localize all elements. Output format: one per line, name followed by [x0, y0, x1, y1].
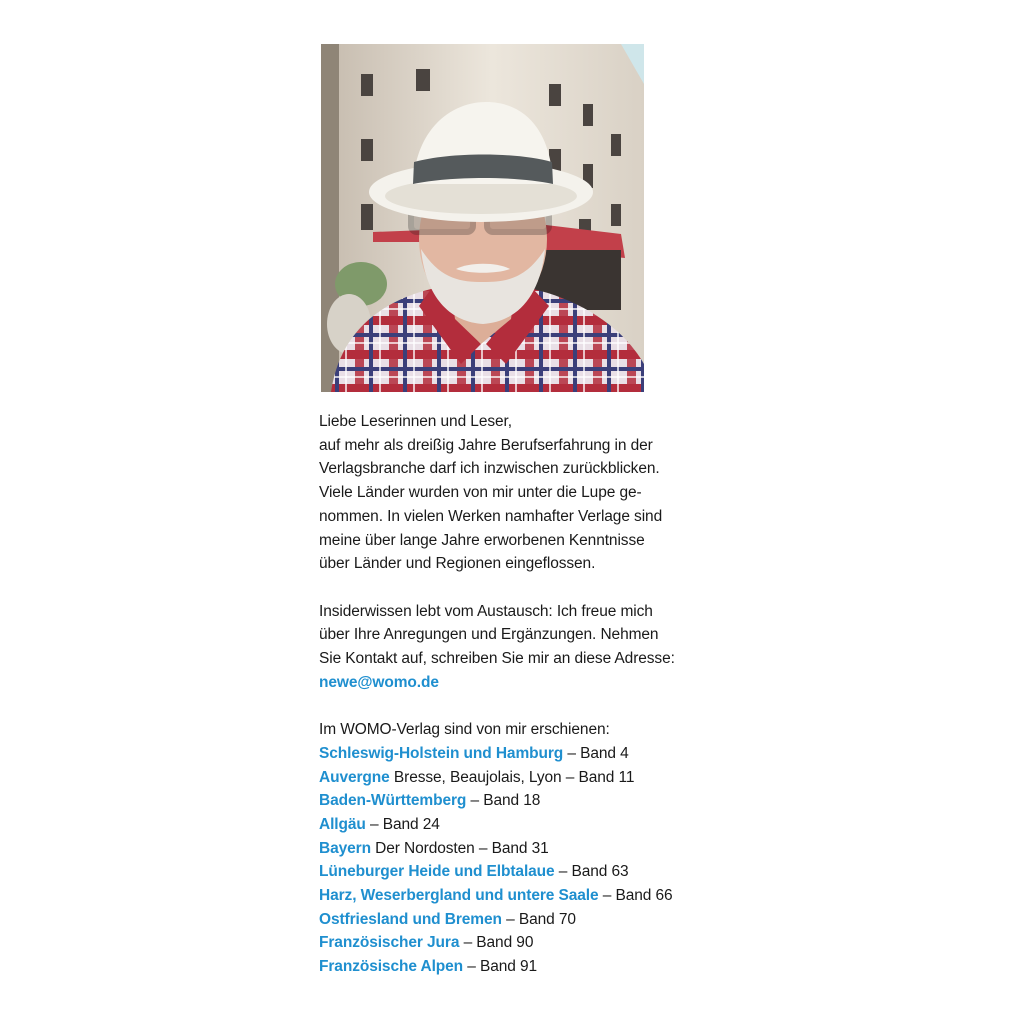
book-title[interactable]: Allgäu	[319, 815, 366, 833]
book-band: – Band 4	[567, 744, 629, 762]
book-title[interactable]: Ostfriesland und Bremen	[319, 910, 502, 928]
book-band: – Band 66	[602, 887, 673, 905]
book-band: – Band 90	[463, 934, 534, 952]
intro-paragraph	[319, 410, 719, 576]
books-heading: Im WOMO-Verlag sind von mir erschienen:	[319, 721, 610, 739]
book-subtitle: Bresse, Beaujolais, Lyon	[389, 768, 566, 786]
book-item	[319, 813, 719, 837]
intro-line: über Länder und Regionen eingeflossen.	[319, 555, 596, 573]
author-photo	[321, 44, 644, 392]
intro-line: nommen. In vielen Werken namhafter Verlage sind	[319, 507, 663, 525]
book-band: – Band 11	[565, 768, 635, 786]
book-title[interactable]: Schleswig-Holstein und Hamburg	[319, 744, 564, 762]
book-band: – Band 63	[558, 863, 629, 881]
intro-line: meine über lange Jahre erworbenen Kenntnisse	[319, 531, 645, 549]
email-link[interactable]: newe@womo.de	[319, 673, 439, 691]
book-item	[319, 789, 719, 813]
book-title[interactable]: Baden-Württemberg	[319, 792, 467, 810]
intro-line: auf mehr als dreißig Jahre Berufserfahrung in der	[319, 436, 653, 454]
book-band: – Band 31	[478, 839, 549, 857]
author-portrait-image	[321, 44, 644, 392]
book-title[interactable]: Französische Alpen	[319, 958, 464, 976]
contact-line: Insiderwissen lebt vom Austausch: Ich freue mich	[319, 602, 653, 620]
book-title[interactable]: Lüneburger Heide und Elbtalaue	[319, 863, 555, 881]
intro-line: Verlagsbranche darf ich inzwischen zurückblicken.	[319, 460, 660, 478]
book-band: – Band 24	[369, 815, 440, 833]
author-text	[319, 410, 719, 1003]
book-band: – Band 18	[470, 792, 541, 810]
book-item	[319, 908, 719, 932]
book-band: – Band 91	[467, 958, 538, 976]
book-item	[319, 837, 719, 861]
book-title[interactable]: Harz, Weserbergland und untere Saale	[319, 887, 599, 905]
book-title[interactable]: Bayern	[319, 839, 371, 857]
book-items	[319, 742, 719, 979]
book-item	[319, 860, 719, 884]
contact-line: Sie Kontakt auf, schreiben Sie mir an diese Adresse:	[319, 650, 675, 668]
book-subtitle: Der Nordosten	[370, 839, 479, 857]
book-list	[319, 718, 719, 979]
book-item	[319, 931, 719, 955]
book-band: – Band 70	[506, 910, 576, 928]
contact-paragraph	[319, 600, 719, 695]
book-item	[319, 955, 719, 979]
book-item	[319, 884, 719, 908]
greeting: Liebe Leserinnen und Leser,	[319, 413, 512, 430]
intro-line: Viele Länder wurden von mir unter die Lupe ge-	[319, 484, 642, 502]
book-title[interactable]: Französischer Jura	[319, 934, 460, 952]
book-title[interactable]: Auvergne	[319, 768, 390, 786]
book-item	[319, 742, 719, 766]
book-item	[319, 766, 719, 790]
contact-line: über Ihre Anregungen und Ergänzungen. Nehmen	[319, 626, 659, 644]
